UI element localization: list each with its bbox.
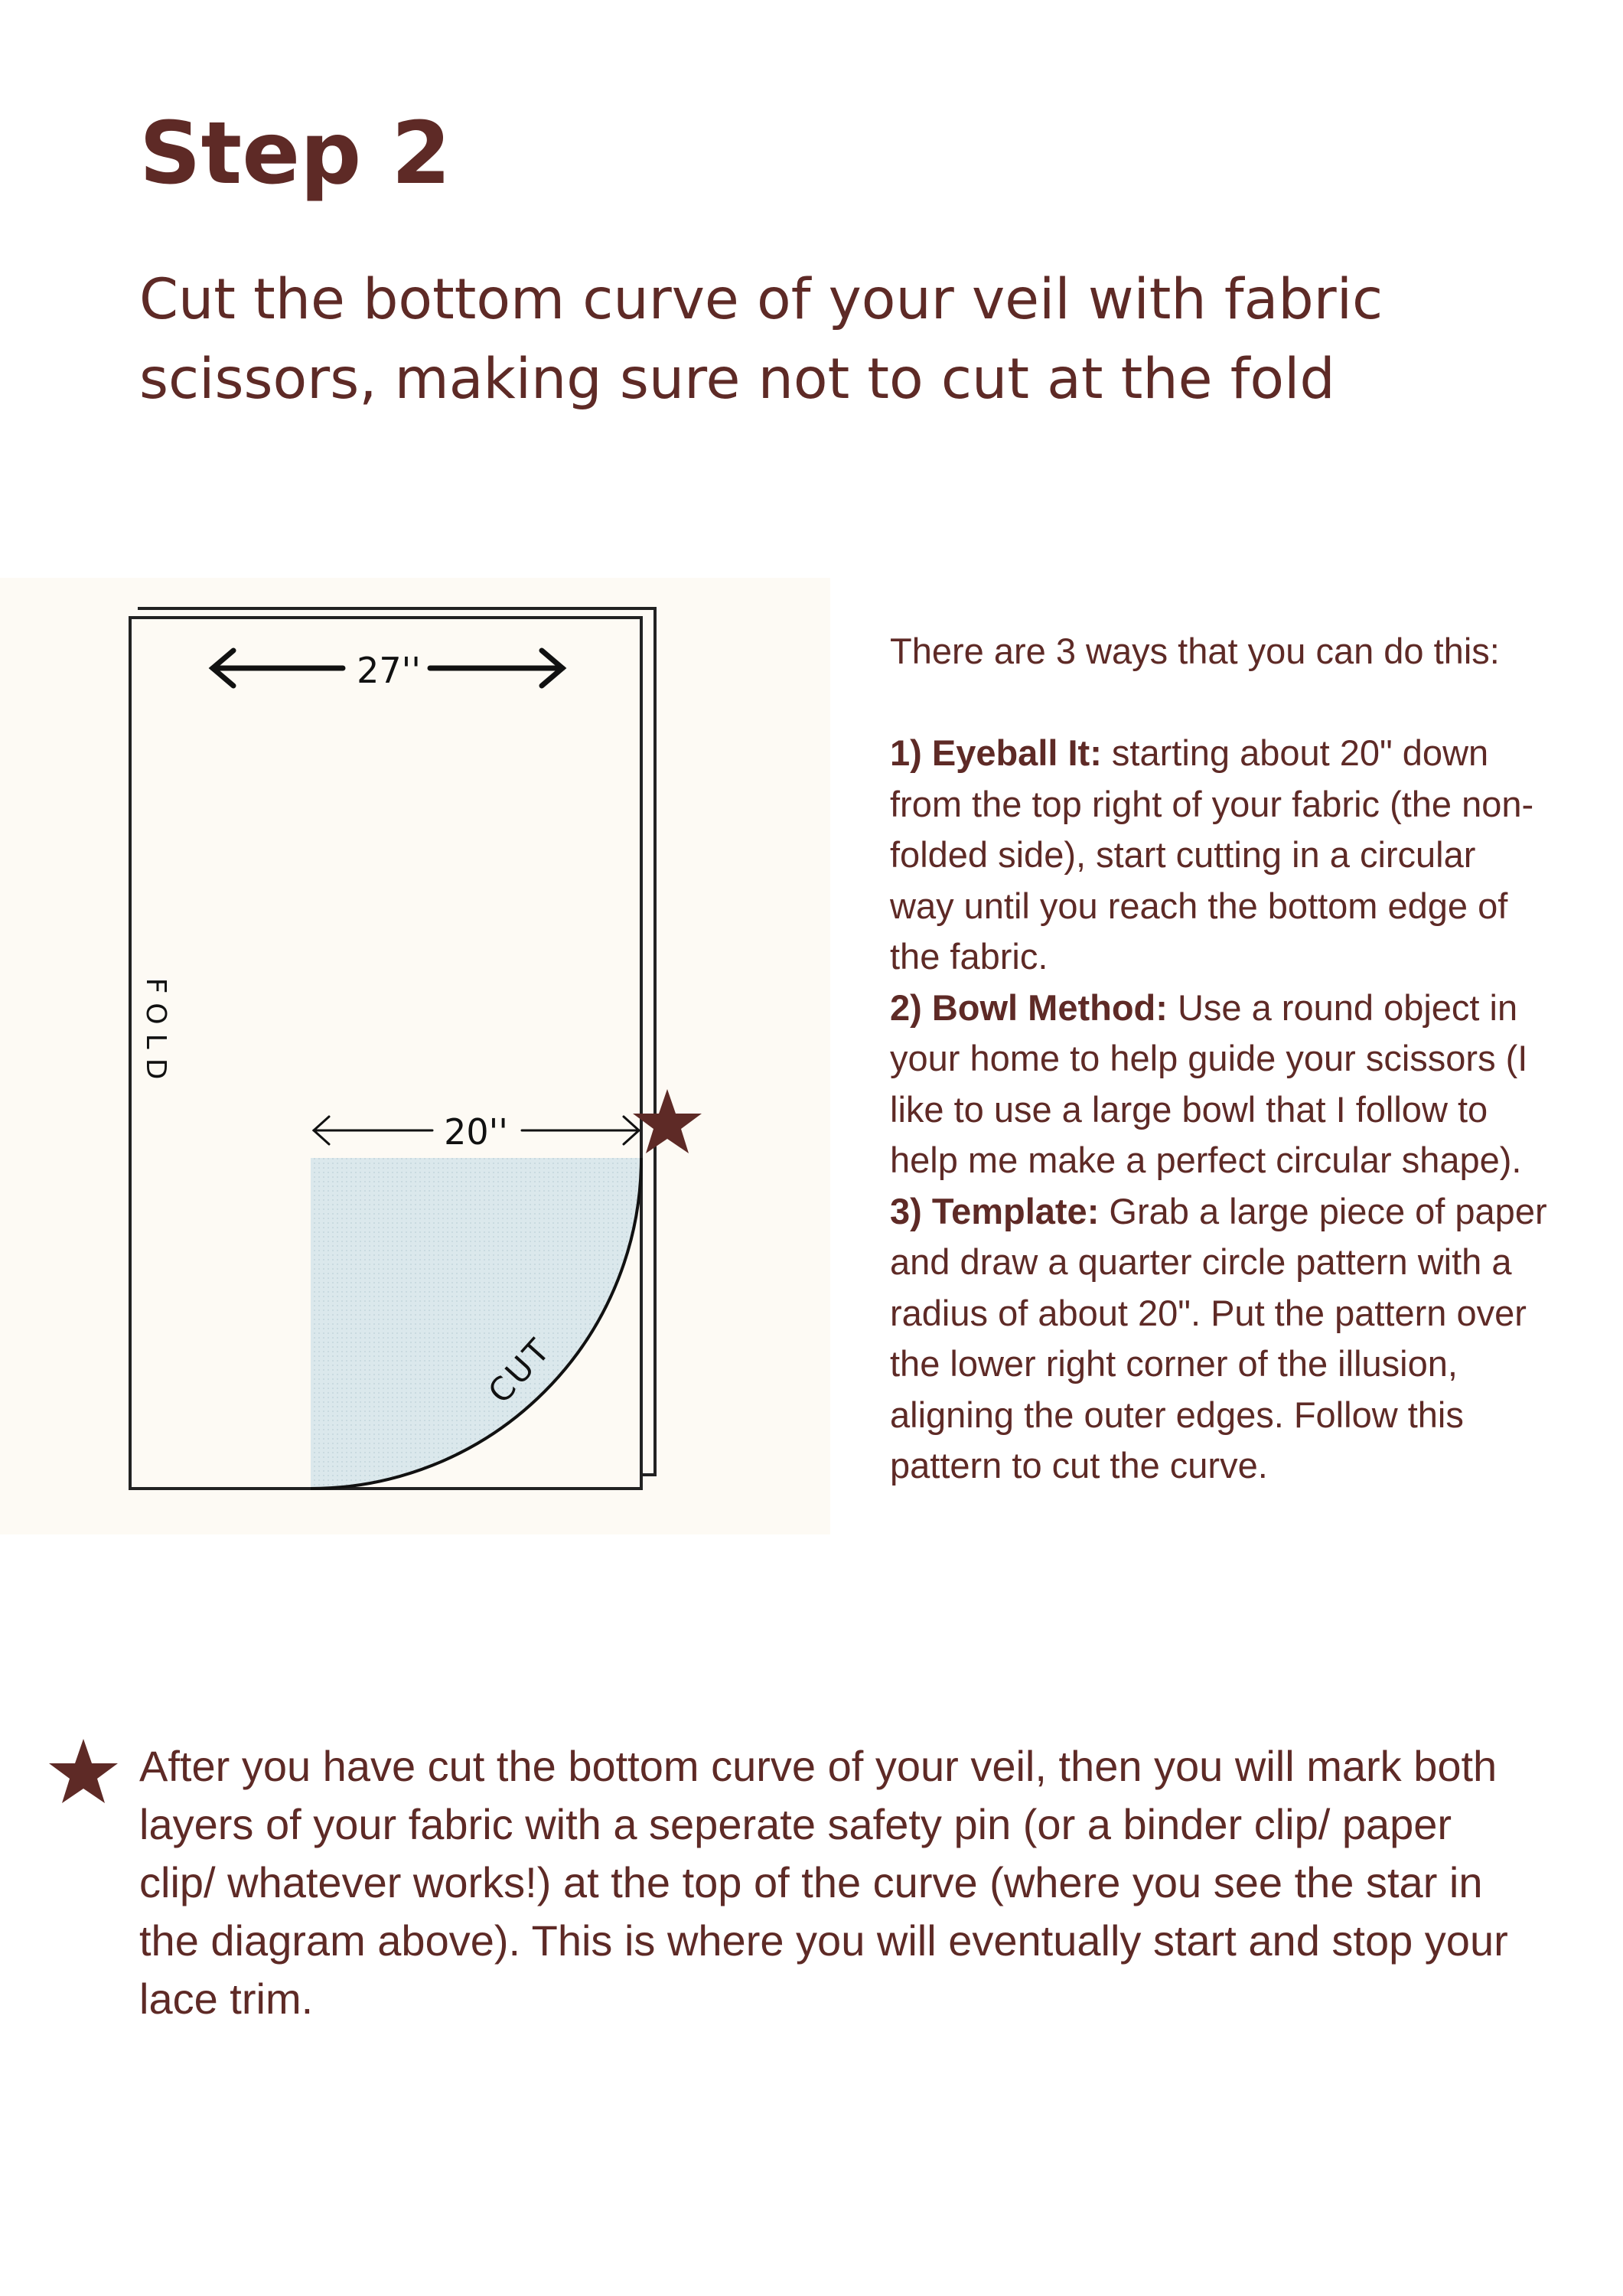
methods-intro: There are 3 ways that you can do this: [890, 631, 1500, 671]
page-title: Step 2 [139, 104, 451, 204]
method-eyeball [890, 728, 1548, 983]
top-width-label: 27'' [357, 650, 421, 691]
method-label: 1) Eyeball It: [890, 732, 1102, 773]
cutting-methods [890, 626, 1548, 1492]
note-star-icon [47, 1737, 119, 1806]
method-text: starting about 20" down from the top right of your fabric (the non-folded side), start cutting in a circular way until you reach the bottom edge of the fabric. [890, 732, 1534, 977]
method-text: Use a round object in your home to help guide your scissors (I like to use a large bowl that I follow to help me make a perfect circular shape). [890, 987, 1528, 1180]
fold-label: FOLD [140, 977, 171, 1089]
method-text: Grab a large piece of paper and draw a quarter circle pattern with a radius of about 20". Put the pattern over the lower right corner of the illusion, aligning the outer edges. Follow this pattern to cut the curve. [890, 1190, 1547, 1486]
curve-width-label: 20'' [444, 1111, 508, 1153]
cut-label: CUT [481, 1329, 559, 1411]
veil-cutting-diagram [0, 578, 830, 1534]
method-label: 3) Template: [890, 1190, 1100, 1231]
safety-pin-note: After you have cut the bottom curve of your veil, then you will mark both layers of your fabric with a seperate safety pin (or a binder clip/ paper clip/ whatever works!) at the top of the curve (where you see the star in the diagram above). This is where you will eventually start and stop your lace trim. [139, 1742, 1508, 2023]
page-subtitle: Cut the bottom curve of your veil with fabric scissors, making sure not to cut at the fold [139, 267, 1383, 412]
method-bowl [890, 983, 1548, 1186]
method-label: 2) Bowl Method: [890, 987, 1168, 1028]
method-template [890, 1186, 1548, 1492]
